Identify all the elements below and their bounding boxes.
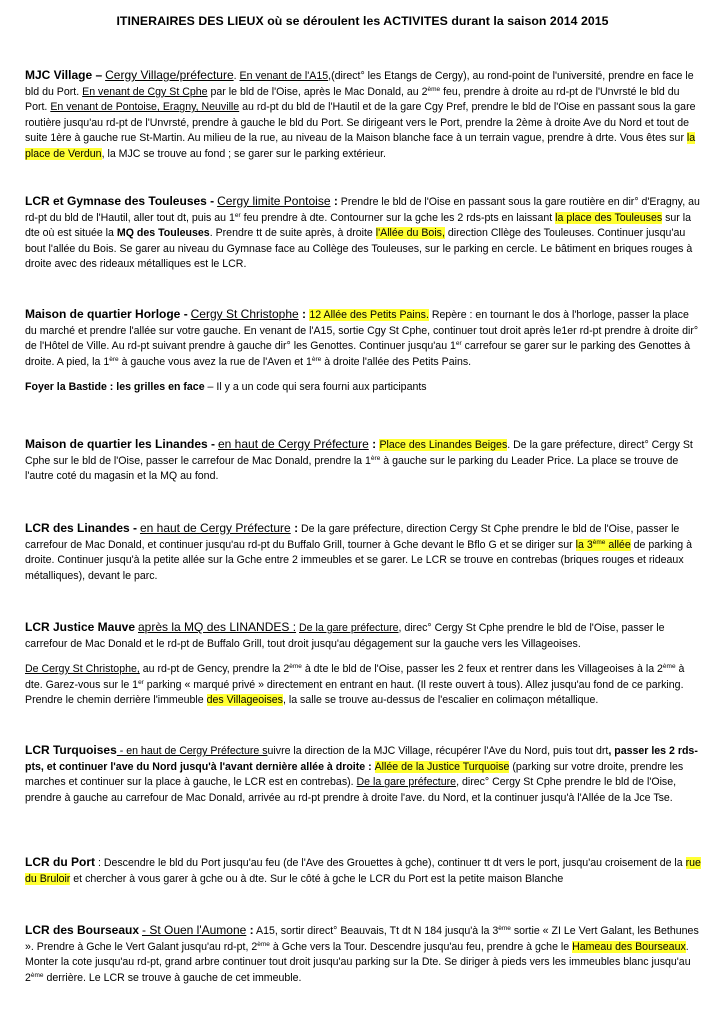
- highlighted-place: la place des Touleuses: [555, 211, 663, 224]
- section-heading: LCR Turquoises: [25, 743, 117, 757]
- foyer-bastide-note: [25, 380, 701, 396]
- section-mq-horloge: [25, 307, 701, 370]
- highlighted-place: des Villageoises: [206, 694, 283, 707]
- section-heading: MJC Village –: [25, 68, 103, 82]
- highlighted-place: rue du Bruloir: [25, 857, 701, 885]
- section-heading: LCR Justice Mauve: [25, 620, 136, 634]
- highlighted-place: Hameau des Bourseaux: [572, 940, 686, 953]
- highlighted-place: Allée de la Justice Turquoise: [374, 760, 510, 773]
- section-heading: Maison de quartier les Linandes -: [25, 437, 216, 451]
- section-location: - en haut de Cergy Préfecture s: [116, 745, 268, 757]
- highlighted-place: l'Allée du Bois,: [375, 227, 445, 240]
- section-text: LCR des Bourseaux - St Ouen l'Aumone : A15, sortir direct° Beauvais, Tt dt N 184 jusqu'à la 3ème sortie « ZI Le Vert Galant, les Bethunes ». Prendre à Gche le Vert Galant jusqu'au rd-pt, 2ème à Gche vers la Tour. Descendre jusqu'au feu, prendre à gche le Hameau des Bourseaux. Monter la cote jusqu'au rd-pt, grand arbre continuer tout droit jusqu'au parking sur la Dte. Se diriger à pieds vers les immeubles blanc jusqu'au 2ème derrière. Le LCR se trouve à gauche de cet immeuble.: [25, 923, 699, 984]
- section-text: LCR des Linandes - en haut de Cergy Préfecture : De la gare préfecture, direction Cergy St Cphe prendre le bld de l'Oise, passer le carrefour de Mac Donald, et continuer jusqu'au rd-pt du Buffalo Grill, tourner à Gche devant le Bflo G et se diriger sur la 3ème allée de parking à droite. Continuer jusqu'à la petite allée sur la Gche entre 2 immeubles et se garer. Le LCR se trouve en contrebas (briques rouges et rideaux métalliques), devant le parc.: [25, 521, 692, 582]
- section-location: après la MQ des LINANDES :: [138, 620, 297, 634]
- section-location: Cergy limite Pontoise: [217, 194, 331, 208]
- section-lcr-justice-mauve: [25, 620, 701, 652]
- section-heading: LCR des Linandes -: [25, 521, 138, 535]
- section-text: Maison de quartier les Linandes - en haut de Cergy Préfecture : Place des Linandes Beiges. De la gare préfecture, direct° Cergy St Cphe sur le bld de l'Oise, passer le carrefour de Mac Donald, prendre la 1ère à gauche sur le parking du Leader Price. La place se trouve de l'autre coté du magasin et la MQ au fond.: [25, 437, 693, 483]
- section-location: en haut de Cergy Préfecture: [218, 437, 369, 451]
- section-location: en haut de Cergy Préfecture: [139, 521, 291, 535]
- section-text: LCR Justice Mauve après la MQ des LINANDES : De la gare préfecture, direc° Cergy St Cphe prendre le bld de l'Oise, passer le carrefour de Mac Donald et le rd-pt de Buffalo Grill, tout droit jusqu'au dégagement sur la gauche vers les Villageoises.: [25, 620, 665, 650]
- section-text: De Cergy St Christophe, au rd-pt de Gency, prendre la 2ème à dte le bld de l'Oise, passer les 2 feux et rentrer dans les Villageoises à la 2ème à dte. Garez-vous sur le 1er parking « marqué privé » directement en entrant en haut. (Il reste ouvert à tous). Allez jusqu'au fond de ce parking. Prendre le chemin derrière l'immeuble des Villageoises, la salle se trouve au-dessus de l'escalier en colimaçon métallique.: [25, 663, 685, 707]
- section-lcr-justice-mauve-alt-route: [25, 662, 701, 709]
- highlighted-place: Place des Linandes Beiges: [379, 439, 508, 451]
- section-location: - St Ouen l'Aumone: [141, 923, 247, 937]
- highlighted-place: la 3ème allée: [575, 538, 631, 551]
- section-heading: LCR et Gymnase des Touleuses -: [25, 194, 215, 208]
- section-location: Cergy Village/préfecture: [105, 68, 234, 82]
- section-heading: Maison de quartier Horloge -: [25, 307, 188, 321]
- highlighted-place: la place de Verdun: [25, 132, 696, 160]
- section-lcr-du-port: [25, 855, 701, 887]
- section-heading: LCR du Port: [25, 855, 95, 869]
- section-lcr-touleuses: [25, 194, 701, 273]
- section-text: LCR du Port : Descendre le bld du Port jusqu'au feu (de l'Ave des Grouettes à gche), continuer tt dt vers le port, jusqu'au croisement de la rue du Bruloir et chercher à vous garer à gche ou à dte. Sur le côté à gche le LCR du Port est la petite maison Blanche: [25, 855, 701, 885]
- section-lcr-linandes: [25, 521, 701, 584]
- section-mq-linandes: [25, 437, 701, 485]
- section-heading: LCR des Bourseaux: [25, 923, 140, 937]
- section-lcr-bourseaux: [25, 923, 701, 986]
- section-text: LCR Turquoises - en haut de Cergy Préfecture suivre la direction de la MJC Village, récupérer l'Ave du Nord, puis tout drt, passer les 2 rds-pts, et continuer l'ave du Nord jusqu'à l'avant dernière allée à droite : Allée de la Justice Turquoise (parking sur votre droite, prendre les marches et continuer sur la place à gauche, le LCR est en contrebas). De la gare préfecture, direc° Cergy St Cphe prendre le bld de l'Oise, prendre à gauche au carrefour de Mac Donald, arrivée au rd-pt prendre à droite l'ave. du Nord, et la continuer jusqu'à l'Allée de la Jce Tse.: [25, 743, 698, 804]
- highlighted-place: 12 Allée des Petits Pains.: [309, 309, 429, 321]
- section-text: Foyer la Bastide : les grilles en face – Il y a un code qui sera fourni aux participants: [25, 381, 427, 393]
- section-text: MJC Village – Cergy Village/préfecture. En venant de l'A15,(direct° les Etangs de Cergy), au rond-point de l'université, prendre en face le bld du Port. En venant de Cgy St Cphe par le bld de l'Oise, après le Mac Donald, au 2ème feu, prendre à droite au rd-pt de l'Unvrsté le bld du Port. En venant de Pontoise, Eragny, Neuville au rd-pt du bld de l'Hautil et de la gare Cgy Pref, prendre le bld de l'Oise en passant sous la gare routière jusqu'au rd-pt de l'Unvrsté, prendre à gauche le bld du Port. Se dirigeant vers le Port, prendre la 2ème à droite Ave du Nord et tout de suite 1ère à gauche rue St-Martin. Au milieu de la rue, au niveau de la Maison blanche face à un terrain vague, prendre à drte. Vous êtes sur la place de Verdun, la MJC se trouve au fond ; se garer sur le parking extérieur.: [25, 68, 696, 160]
- section-text: LCR et Gymnase des Touleuses - Cergy limite Pontoise : Prendre le bld de l'Oise en passant sous la gare routière en dir° d'Eragny, au rd-pt du bld de l'Hautil, aller tout dt, puis au 1er feu prendre à dte. Contourner sur la gche les 2 rds-pts en laissant la place des Touleuses sur la dte où est située la MQ des Touleuses. Prendre tt de suite après, à droite l'Allée du Bois, direction Cllège des Touleuses. Continuer jusqu'au bout l'allée du Bois. Se garer au niveau du Gymnase face au Collège des Touleuses, sur le parking en cercle. Le bâtiment en briques rouges à droite avec des rideaux métalliques est le LCR.: [25, 194, 700, 271]
- section-text: Maison de quartier Horloge - Cergy St Christophe : 12 Allée des Petits Pains. Repère : en tournant le dos à l'horloge, passer la place du marché et prendre l'allée sur votre gauche. En venant de l'A15, sortie Cgy St Cphe, continuer tout droit après le1er rd-pt prendre à droite dir° de l'Hôtel de Ville. Au rd-pt suivant prendre à gauche dir° les Genottes. Continuer jusqu'au 1er carrefour se garer sur le parking des Genottes à droite. A pied, la 1ère à gauche vous avez la rue de l'Aven et 1ère à droite l'allée des Petits Pains.: [25, 307, 699, 368]
- page-title: ITINERAIRES DES LIEUX où se déroulent les ACTIVITES durant la saison 2014 2015: [116, 14, 609, 28]
- section-mjc-village: [25, 68, 701, 163]
- section-location: Cergy St Christophe: [190, 307, 299, 321]
- section-lcr-turquoises: [25, 743, 701, 806]
